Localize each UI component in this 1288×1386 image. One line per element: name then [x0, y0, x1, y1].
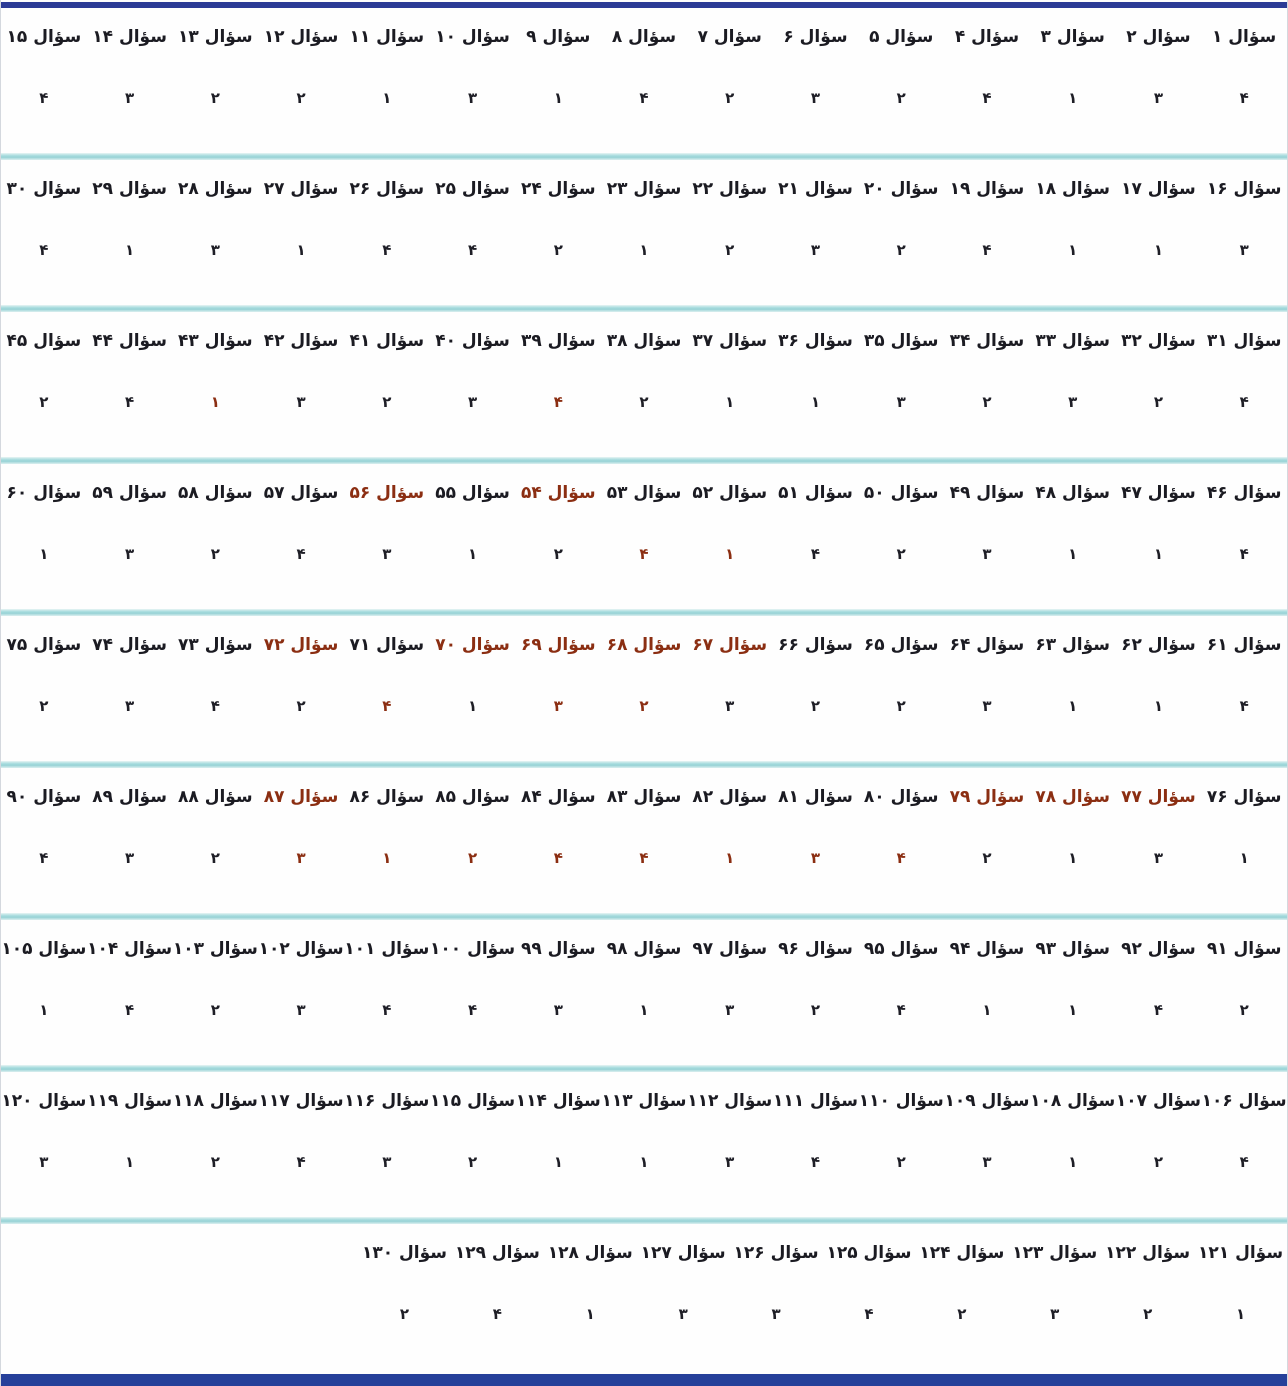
question-label: سؤال ۸۰ [863, 787, 939, 807]
answer-value: ۱ [725, 393, 735, 411]
answer-value: ۱ [296, 241, 306, 259]
answer-value: ۳ [678, 1305, 688, 1323]
question-label: سؤال ۹۴ [949, 939, 1025, 959]
question-label: سؤال ۸۷ [263, 787, 339, 807]
question-label: سؤال ۱۱ [349, 27, 425, 47]
answer-value: ۱ [639, 241, 649, 259]
answer-value: ۱ [125, 241, 135, 259]
question-label: سؤال ۸۲ [692, 787, 768, 807]
answer-value: ۴ [296, 1153, 306, 1171]
question-label: سؤال ۳۲ [1121, 331, 1196, 351]
answer-value: ۳ [982, 545, 992, 563]
question-label: سؤال ۸۹ [92, 787, 167, 807]
answer-value: ۴ [1239, 393, 1249, 411]
answer-value: ۲ [639, 697, 649, 715]
question-label: سؤال ۱۰۷ [1115, 1091, 1201, 1111]
answer-value: ۳ [771, 1305, 781, 1323]
question-label: سؤال ۷۷ [1121, 787, 1196, 807]
answer-value: ۴ [982, 89, 992, 107]
answer-value: ۱ [1153, 697, 1163, 715]
question-label: سؤال ۱۲۸ [547, 1243, 633, 1263]
row-separator-line [1, 1217, 1287, 1224]
question-label: سؤال ۱۱۹ [87, 1091, 173, 1111]
question-label: سؤال ۳۶ [778, 331, 853, 351]
question-label: سؤال ۸۸ [178, 787, 253, 807]
answer-value: ۳ [1153, 89, 1163, 107]
answer-value: ۳ [725, 697, 735, 715]
question-label: سؤال ۱۱۲ [687, 1091, 773, 1111]
answer-value: ۳ [1068, 393, 1078, 411]
answer-value: ۲ [1143, 1305, 1153, 1323]
answer-value: ۱ [1068, 241, 1078, 259]
question-label: سؤال ۱۴ [92, 27, 167, 47]
question-label: سؤال ۸۳ [606, 787, 682, 807]
question-label: سؤال ۱۲۰ [1, 1091, 87, 1111]
question-label: سؤال ۱۱۴ [515, 1091, 601, 1111]
question-label: سؤال ۲۲ [692, 179, 768, 199]
question-label: سؤال ۸۶ [349, 787, 425, 807]
answer-value: ۱ [1153, 241, 1163, 259]
answer-value: ۱ [1068, 89, 1078, 107]
question-label: سؤال ۱۲۳ [1012, 1243, 1098, 1263]
question-label: سؤال ۱۰۴ [87, 939, 173, 959]
question-label: سؤال ۴۷ [1121, 483, 1196, 503]
answer-value: ۴ [467, 241, 478, 259]
question-label: سؤال ۱ [1212, 27, 1277, 47]
question-label: سؤال ۳۳ [1035, 331, 1110, 351]
question-label: سؤال ۱۸ [1035, 179, 1110, 199]
answer-value: ۳ [125, 849, 135, 867]
answer-value: ۴ [1239, 697, 1249, 715]
answer-value: ۲ [210, 849, 220, 867]
question-label: سؤال ۲۳ [606, 179, 682, 199]
answer-value: ۳ [553, 1001, 563, 1019]
answer-value: ۴ [39, 849, 49, 867]
answer-value: ۱ [1068, 849, 1078, 867]
answer-value: ۴ [382, 241, 392, 259]
answer-row [1, 312, 1287, 457]
question-label: سؤال ۹۳ [1035, 939, 1110, 959]
question-label: سؤال ۲۷ [263, 179, 339, 199]
question-label: سؤال ۷ [697, 27, 762, 47]
answer-value: ۱ [1235, 1305, 1246, 1323]
answer-value: ۴ [125, 393, 135, 411]
answer-value: ۲ [896, 697, 906, 715]
answer-value: ۲ [467, 1153, 478, 1171]
answer-value: ۴ [553, 393, 563, 411]
question-label: سؤال ۱۵ [6, 27, 82, 47]
question-label: سؤال ۶۴ [949, 635, 1025, 655]
answer-value: ۲ [39, 393, 49, 411]
question-label: سؤال ۱۰۸ [1030, 1091, 1116, 1111]
question-label: سؤال ۴۰ [435, 331, 510, 351]
answer-value: ۱ [1239, 849, 1249, 867]
answer-value: ۲ [896, 545, 906, 563]
question-label: سؤال ۷۶ [1206, 787, 1282, 807]
answer-value: ۳ [810, 241, 821, 259]
answer-value: ۴ [382, 1001, 392, 1019]
question-label: سؤال ۲۶ [349, 179, 425, 199]
row-separator-line [1, 1065, 1287, 1072]
answer-value: ۲ [399, 1305, 410, 1323]
question-label: سؤال ۵ [869, 27, 934, 47]
question-label: سؤال ۱۰۱ [344, 939, 430, 959]
question-label: سؤال ۶ [783, 27, 848, 47]
question-label: سؤال ۶۶ [778, 635, 853, 655]
answer-value: ۴ [896, 849, 906, 867]
answer-value: ۴ [210, 697, 220, 715]
answer-value: ۱ [982, 1001, 992, 1019]
answer-value: ۲ [896, 89, 906, 107]
answer-value: ۴ [39, 241, 49, 259]
answer-value: ۱ [1068, 697, 1078, 715]
answer-value: ۲ [982, 849, 992, 867]
question-label: سؤال ۷۰ [435, 635, 510, 655]
row-separator-line [1, 457, 1287, 464]
answer-value: ۲ [210, 1153, 220, 1171]
answers-line [358, 1300, 1287, 1328]
question-label: سؤال ۵۴ [520, 483, 596, 503]
answer-value: ۲ [810, 697, 821, 715]
row-separator-line [1, 609, 1287, 616]
question-label: سؤال ۲۱ [778, 179, 853, 199]
answer-value: ۳ [1050, 1305, 1060, 1323]
question-label: سؤال ۶۵ [863, 635, 939, 655]
question-label: سؤال ۱۱۳ [601, 1091, 687, 1111]
answer-value: ۳ [553, 697, 563, 715]
answer-value: ۲ [553, 241, 563, 259]
answer-value: ۱ [125, 1153, 135, 1171]
answer-value: ۲ [296, 89, 306, 107]
question-labels-line [1, 1086, 1287, 1116]
answer-value: ۱ [810, 393, 821, 411]
question-label: سؤال ۹۰ [6, 787, 82, 807]
answer-value: ۱ [725, 545, 735, 563]
answer-value: ۴ [1239, 545, 1249, 563]
question-label: سؤال ۷۲ [263, 635, 339, 655]
question-label: سؤال ۱۰۰ [430, 939, 516, 959]
question-label: سؤال ۴۸ [1035, 483, 1110, 503]
question-label: سؤال ۵۱ [778, 483, 853, 503]
question-label: سؤال ۸۱ [778, 787, 853, 807]
answer-value: ۴ [639, 545, 649, 563]
question-label: سؤال ۵۷ [263, 483, 339, 503]
answer-value: ۳ [382, 1153, 392, 1171]
answer-value: ۴ [39, 89, 49, 107]
question-label: سؤال ۷۵ [6, 635, 82, 655]
answer-value: ۴ [639, 849, 649, 867]
bottom-border-line [1, 1374, 1287, 1386]
question-label: سؤال ۷۳ [178, 635, 253, 655]
answer-value: ۴ [467, 1001, 478, 1019]
answer-value: ۳ [982, 697, 992, 715]
question-label: سؤال ۱۰۵ [1, 939, 87, 959]
question-label: سؤال ۷۴ [92, 635, 167, 655]
answer-value: ۳ [1153, 849, 1163, 867]
question-label: سؤال ۶۲ [1121, 635, 1196, 655]
answers-line [1, 388, 1287, 416]
answer-value: ۱ [553, 89, 563, 107]
question-label: سؤال ۸ [611, 27, 677, 47]
answers-line [1, 1148, 1287, 1176]
answer-value: ۳ [296, 1001, 306, 1019]
question-label: سؤال ۴ [954, 27, 1020, 47]
question-label: سؤال ۱۱۷ [258, 1091, 344, 1111]
question-label: سؤال ۶۷ [692, 635, 768, 655]
question-label: سؤال ۵۲ [692, 483, 768, 503]
answer-value: ۱ [467, 697, 478, 715]
question-label: سؤال ۱۱۶ [344, 1091, 430, 1111]
answer-value: ۴ [864, 1305, 874, 1323]
answer-value: ۱ [1068, 1153, 1078, 1171]
question-label: سؤال ۶۱ [1206, 635, 1282, 655]
answer-value: ۳ [1239, 241, 1249, 259]
answer-value: ۴ [492, 1305, 502, 1323]
answer-value: ۳ [125, 545, 135, 563]
question-labels-line [1, 326, 1287, 356]
answers-line [1, 844, 1287, 872]
answer-value: ۲ [210, 545, 220, 563]
question-label: سؤال ۴۵ [6, 331, 82, 351]
answer-value: ۱ [1068, 1001, 1078, 1019]
answer-value: ۱ [585, 1305, 595, 1323]
question-label: سؤال ۱۲۷ [640, 1243, 726, 1263]
question-label: سؤال ۲۵ [435, 179, 510, 199]
question-label: سؤال ۴۳ [178, 331, 253, 351]
answer-value: ۲ [639, 393, 649, 411]
question-label: سؤال ۱۲۵ [826, 1243, 912, 1263]
answer-value: ۴ [125, 1001, 135, 1019]
question-label: سؤال ۴۱ [349, 331, 425, 351]
question-label: سؤال ۱۷ [1121, 179, 1196, 199]
question-label: سؤال ۹۱ [1206, 939, 1282, 959]
question-label: سؤال ۱۳ [178, 27, 253, 47]
question-label: سؤال ۵۳ [606, 483, 682, 503]
answer-value: ۱ [639, 1001, 649, 1019]
question-labels-line [1, 782, 1287, 812]
answer-value: ۱ [553, 1153, 563, 1171]
answer-value: ۲ [210, 1001, 220, 1019]
answer-value: ۲ [210, 89, 220, 107]
answer-value: ۱ [725, 849, 735, 867]
answer-row [1, 8, 1287, 153]
question-label: سؤال ۱۳۰ [361, 1243, 447, 1263]
answer-value: ۲ [467, 849, 478, 867]
answer-row [1, 464, 1287, 609]
row-separator-line [1, 761, 1287, 768]
question-label: سؤال ۱۲۹ [454, 1243, 540, 1263]
answers-line [1, 996, 1287, 1024]
answers-line [1, 692, 1287, 720]
question-label: سؤال ۴۶ [1206, 483, 1282, 503]
question-label: سؤال ۶۰ [6, 483, 82, 503]
answers-line [1, 236, 1287, 264]
answer-value: ۲ [382, 393, 392, 411]
question-label: سؤال ۳ [1040, 27, 1105, 47]
answer-row [1, 1224, 1287, 1369]
answer-value: ۲ [725, 241, 735, 259]
question-labels-line [1, 630, 1287, 660]
answer-row [1, 616, 1287, 761]
answer-value: ۳ [210, 241, 220, 259]
answers-line [1, 84, 1287, 112]
answer-value: ۴ [382, 697, 392, 715]
answer-value: ۲ [39, 697, 49, 715]
question-label: سؤال ۱۰۳ [172, 939, 258, 959]
question-label: سؤال ۷۸ [1035, 787, 1110, 807]
answer-value: ۲ [1153, 393, 1163, 411]
question-label: سؤال ۱۹ [949, 179, 1025, 199]
answer-value: ۲ [553, 545, 563, 563]
question-label: سؤال ۱۰۹ [944, 1091, 1030, 1111]
answer-value: ۲ [725, 89, 735, 107]
question-label: سؤال ۱۲۱ [1198, 1243, 1284, 1263]
answer-value: ۴ [639, 89, 649, 107]
answer-value: ۱ [1153, 545, 1163, 563]
question-label: سؤال ۳۱ [1206, 331, 1282, 351]
question-label: سؤال ۷۱ [349, 635, 425, 655]
answers-line [1, 540, 1287, 568]
question-label: سؤال ۶۸ [606, 635, 682, 655]
answer-value: ۳ [467, 393, 478, 411]
answer-value: ۳ [296, 849, 306, 867]
answer-value: ۳ [125, 697, 135, 715]
question-label: سؤال ۵۶ [349, 483, 425, 503]
answer-value: ۳ [896, 393, 906, 411]
question-label: سؤال ۱۰۲ [258, 939, 344, 959]
question-label: سؤال ۹۷ [692, 939, 768, 959]
question-label: سؤال ۴۴ [92, 331, 167, 351]
answer-value: ۴ [982, 241, 992, 259]
question-label: سؤال ۹ [526, 27, 591, 47]
question-labels-line [1, 22, 1287, 52]
answer-value: ۴ [553, 849, 563, 867]
answer-value: ۲ [810, 1001, 821, 1019]
question-label: سؤال ۶۳ [1035, 635, 1110, 655]
answer-value: ۲ [1239, 1001, 1249, 1019]
answer-value: ۱ [467, 545, 478, 563]
question-label: سؤال ۲۸ [178, 179, 253, 199]
answer-value: ۴ [810, 1153, 821, 1171]
answer-value: ۲ [296, 697, 306, 715]
answer-value: ۳ [39, 1153, 49, 1171]
answer-value: ۳ [810, 89, 821, 107]
row-separator-line [1, 913, 1287, 920]
question-label: سؤال ۵۵ [435, 483, 510, 503]
question-label: سؤال ۷۹ [949, 787, 1025, 807]
question-label: سؤال ۲۹ [92, 179, 167, 199]
question-label: سؤال ۵۰ [863, 483, 939, 503]
answer-value: ۱ [39, 1001, 49, 1019]
answer-value: ۲ [982, 393, 992, 411]
answer-value: ۴ [896, 1001, 906, 1019]
answer-value: ۴ [296, 545, 306, 563]
answer-value: ۱ [39, 545, 49, 563]
answer-value: ۳ [382, 545, 392, 563]
question-label: سؤال ۲۰ [863, 179, 939, 199]
question-label: سؤال ۱۱۰ [858, 1091, 944, 1111]
question-label: سؤال ۳۴ [949, 331, 1025, 351]
answer-value: ۴ [1239, 89, 1249, 107]
answer-value: ۲ [896, 241, 906, 259]
question-label: سؤال ۱۶ [1206, 179, 1282, 199]
question-label: سؤال ۶۹ [520, 635, 596, 655]
answer-row [1, 160, 1287, 305]
answer-value: ۲ [896, 1153, 906, 1171]
answer-value: ۴ [810, 545, 821, 563]
question-label: سؤال ۹۵ [863, 939, 939, 959]
question-label: سؤال ۱۰ [435, 27, 510, 47]
answer-rows-area [1, 8, 1287, 1374]
answer-value: ۳ [810, 849, 821, 867]
row-separator-line [1, 153, 1287, 160]
answer-value: ۳ [296, 393, 306, 411]
question-label: سؤال ۴۹ [949, 483, 1025, 503]
answer-row [1, 768, 1287, 913]
question-label: سؤال ۹۸ [606, 939, 682, 959]
answer-value: ۳ [467, 89, 478, 107]
question-label: سؤال ۲۴ [520, 179, 596, 199]
question-label: سؤال ۱۱۱ [772, 1091, 858, 1111]
question-label: سؤال ۳۹ [520, 331, 596, 351]
answer-row [1, 920, 1287, 1065]
answer-value: ۳ [725, 1001, 735, 1019]
answer-value: ۴ [1239, 1153, 1249, 1171]
question-label: سؤال ۸۴ [520, 787, 596, 807]
question-label: سؤال ۳۸ [606, 331, 682, 351]
question-label: سؤال ۱۲۲ [1105, 1243, 1191, 1263]
answer-value: ۳ [125, 89, 135, 107]
answer-value: ۳ [982, 1153, 992, 1171]
answer-value: ۲ [1153, 1153, 1163, 1171]
question-label: سؤال ۹۶ [778, 939, 853, 959]
answer-value: ۱ [382, 849, 392, 867]
question-labels-line [1, 934, 1287, 964]
question-label: سؤال ۱۲ [263, 27, 339, 47]
question-label: سؤال ۳۰ [6, 179, 82, 199]
answer-value: ۳ [725, 1153, 735, 1171]
question-label: سؤال ۱۲۶ [733, 1243, 819, 1263]
answer-value: ۱ [382, 89, 392, 107]
question-labels-line [1, 174, 1287, 204]
answer-value: ۱ [1068, 545, 1078, 563]
answer-value: ۲ [957, 1305, 967, 1323]
answer-value: ۴ [1153, 1001, 1163, 1019]
question-label: سؤال ۵۸ [178, 483, 253, 503]
answer-value: ۱ [639, 1153, 649, 1171]
question-label: سؤال ۵۹ [92, 483, 167, 503]
question-label: سؤال ۳۷ [692, 331, 768, 351]
answer-value: ۱ [210, 393, 220, 411]
question-label: سؤال ۱۰۶ [1201, 1091, 1287, 1111]
row-separator-line [1, 305, 1287, 312]
question-label: سؤال ۳۵ [863, 331, 939, 351]
question-label: سؤال ۹۲ [1121, 939, 1196, 959]
question-labels-line [1, 478, 1287, 508]
question-label: سؤال ۱۱۵ [430, 1091, 516, 1111]
question-label: سؤال ۱۲۴ [919, 1243, 1005, 1263]
question-label: سؤال ۱۱۸ [172, 1091, 258, 1111]
question-label: سؤال ۹۹ [520, 939, 596, 959]
answer-row [1, 1072, 1287, 1217]
question-label: سؤال ۲ [1126, 27, 1191, 47]
question-labels-line [358, 1238, 1287, 1268]
question-label: سؤال ۴۲ [263, 331, 339, 351]
question-label: سؤال ۸۵ [435, 787, 510, 807]
